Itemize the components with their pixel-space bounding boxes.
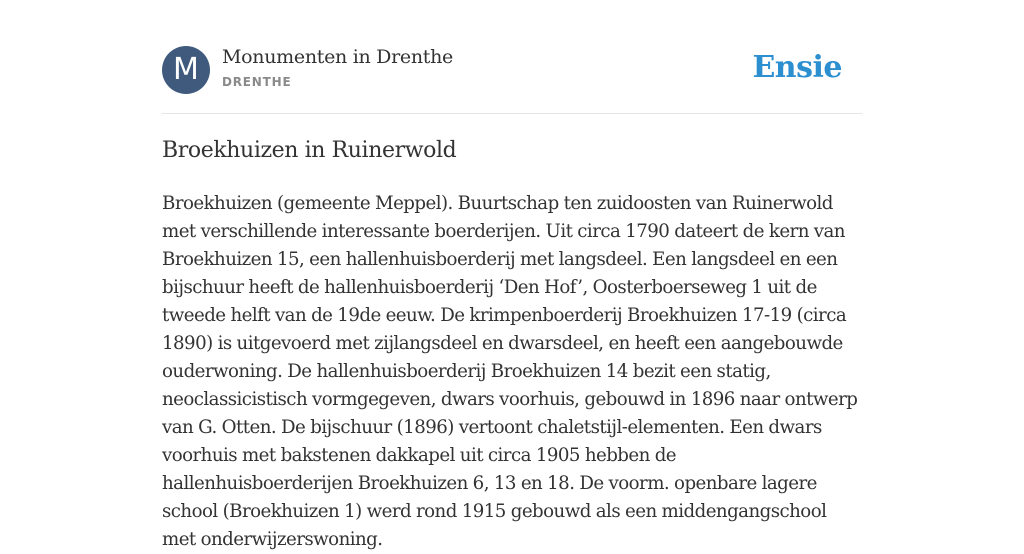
site-subtitle[interactable]: DRENTHE [222, 75, 292, 89]
article-title: Broekhuizen in Ruinerwold [162, 138, 457, 163]
avatar[interactable]: M [162, 46, 210, 94]
site-title[interactable]: Monumenten in Drenthe [222, 46, 453, 68]
header-divider [162, 113, 862, 114]
brand-logo[interactable]: Ensie [752, 50, 842, 85]
article-body: Broekhuizen (gemeente Meppel). Buurtschap ten zuidoosten van Ruinerwold met verschillende interessante boerderijen. Uit circa 1790 dateert de kern van Broekhuizen 15, een hallenhuisboerderij met langsdeel. Een langsdeel en een bijschuur heeft de hallenhuisboerderij ‘Den Hof’, Oosterboerseweg 1 uit de tweede helft van de 19de eeuw. De krimpenboerderij Broekhuizen 17-19 (circa 1890) is uitgevoerd met zijlangsdeel en dwarsdeel, en heeft een aangebouwde ouderwoning. De hallenhuisboerderij Broekhuizen 14 bezit een statig, neoclassicistisch vormgegeven, dwars voorhuis, gebouwd in 1896 naar ontwerp van G. Otten. De bijschuur (1896) vertoont chaletstijl-elementen. Een dwars voorhuis met bakstenen dakkapel uit circa 1905 hebben de hallenhuisboerderijen Broekhuizen 6, 13 en 18. De voorm. openbare lagere school (Broekhuizen 1) werd rond 1915 gebouwd als een middengangschool met onderwijzerswoning. [162, 193, 858, 550]
header [162, 46, 862, 96]
